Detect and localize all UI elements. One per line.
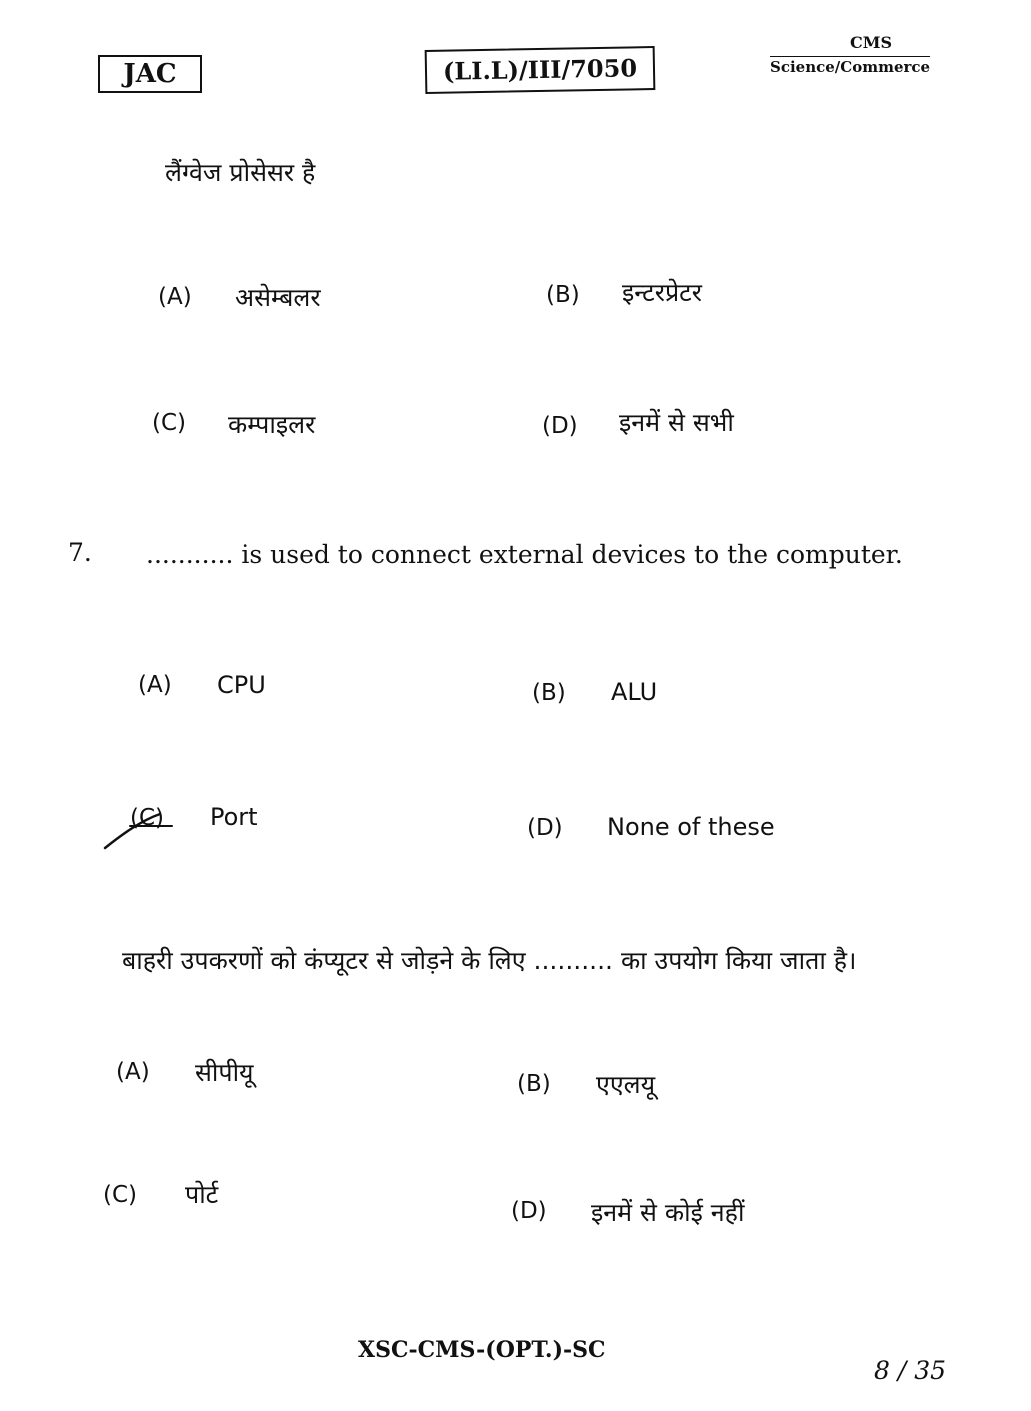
q7-option-a-letter: (A)	[138, 672, 172, 698]
q7-option-a-text: CPU	[217, 671, 266, 699]
q7-option-c-letter: (C)	[130, 805, 165, 831]
q7-hindi-option-b-letter: (B)	[517, 1071, 551, 1097]
answer-tick-mark	[100, 806, 180, 856]
subject-label: CMS	[850, 33, 892, 52]
q6-option-a-text: असेम्बलर	[235, 283, 321, 312]
q6-stem-hindi: लैंग्वेज प्रोसेसर है	[165, 158, 316, 187]
q7-hindi-option-a-text: सीपीयू	[195, 1058, 254, 1087]
q7-hindi-option-c-letter: (C)	[103, 1182, 138, 1208]
paper-code: (LI.L)/III/7050	[425, 46, 656, 94]
q7-option-b-letter: (B)	[532, 680, 566, 706]
q6-option-a-letter: (A)	[158, 284, 192, 310]
page-number: 8 / 35	[874, 1356, 947, 1385]
footer-code: XSC-CMS-(OPT.)-SC	[358, 1337, 606, 1363]
q6-option-b-text: इन्टरप्रेटर	[622, 278, 703, 307]
q7-option-c-text: Port	[210, 803, 258, 831]
q7-hindi-option-d-letter: (D)	[511, 1198, 547, 1224]
q7-stem-hindi: बाहरी उपकरणों को कंप्यूटर से जोड़ने के लिए .......... का उपयोग किया जाता है।	[122, 946, 857, 975]
q7-hindi-option-d-text: इनमें से कोई नहीं	[591, 1198, 745, 1227]
q6-option-b-letter: (B)	[546, 282, 580, 308]
q7-hindi-option-a-letter: (A)	[116, 1059, 150, 1085]
q7-option-d-letter: (D)	[527, 815, 563, 841]
q7-option-b-text: ALU	[611, 678, 658, 706]
q6-option-d-text: इनमें से सभी	[619, 408, 734, 437]
q6-option-c-text: कम्पाइलर	[228, 410, 316, 439]
q7-stem-english: ........... is used to connect external devices to the computer.	[146, 540, 903, 569]
q7-hindi-option-b-text: एएलयू	[596, 1070, 656, 1099]
board-label: JAC	[98, 55, 202, 93]
q7-hindi-option-c-text: पोर्ट	[185, 1180, 219, 1209]
q7-option-d-text: None of these	[607, 813, 775, 841]
q6-option-d-letter: (D)	[542, 413, 578, 439]
q6-option-c-letter: (C)	[152, 410, 187, 436]
q7-number: 7.	[68, 538, 92, 567]
stream-label: Science/Commerce	[770, 58, 931, 76]
